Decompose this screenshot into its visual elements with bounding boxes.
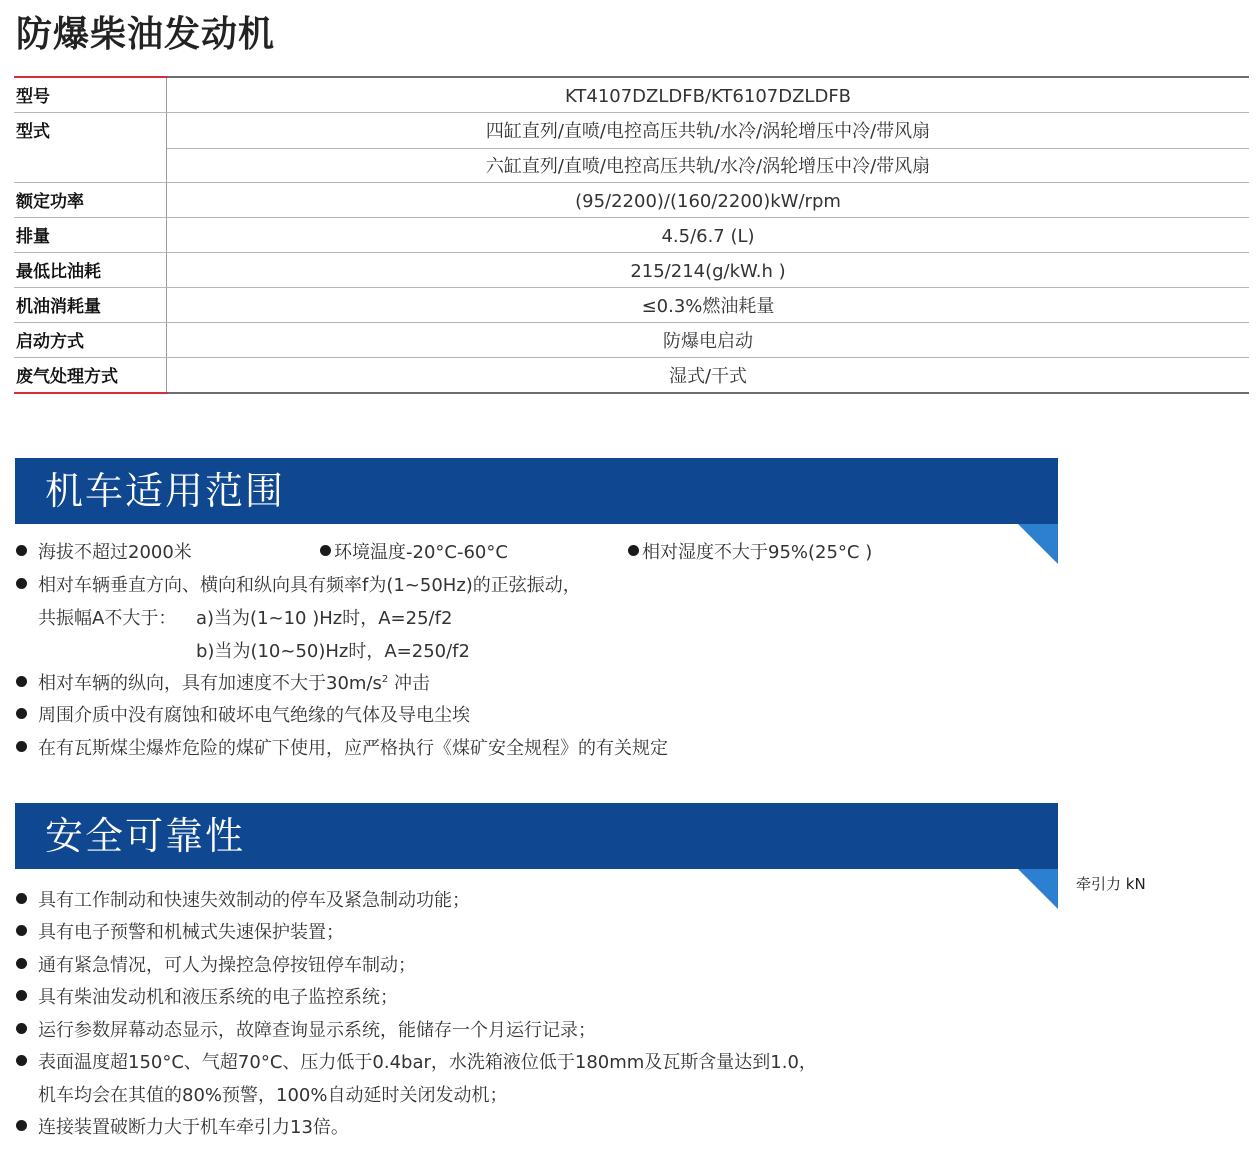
list-item: 相对湿度不大于95%(25°C ) (642, 542, 873, 563)
bullet-icon (16, 893, 27, 904)
list-item: 通有紧急情况，可人为操控急停按钮停车制动； (38, 955, 416, 976)
row-value-start-method: 防爆电启动 (663, 331, 753, 352)
table-row (14, 323, 1249, 358)
table-row (14, 78, 1249, 113)
list-item: 环境温度-20°C-60°C (334, 542, 508, 563)
list-item: 具有电子预警和机械式失速保护装置； (38, 922, 344, 943)
row-value-oil-consumption: ≤0.3%燃油耗量 (641, 296, 775, 317)
bullet-icon (16, 1023, 27, 1034)
row-label-oil-consumption: 机油消耗量 (16, 297, 101, 317)
bullet-icon (320, 545, 331, 556)
list-item: 连接装置破断力大于机车牵引力13倍。 (38, 1117, 349, 1138)
section-banner-locomotive (15, 458, 1058, 524)
table-row (14, 288, 1249, 323)
table-row (14, 358, 1249, 393)
amplitude-case-b: b)当为(10~50)Hz时，A=250/f2 (196, 641, 470, 662)
row-value-displacement: 4.5/6.7 (L) (661, 226, 755, 247)
row-label-fuel-consumption: 最低比油耗 (16, 262, 101, 282)
bullet-icon (628, 545, 639, 556)
row-value-type-4cyl: 四缸直列/直喷/电控高压共轨/水冷/涡轮增压中冷/带风扇 (485, 121, 931, 142)
bullet-icon (16, 708, 27, 719)
list-item: 具有柴油发动机和液压系统的电子监控系统； (38, 987, 398, 1008)
bullet-icon (16, 545, 27, 556)
section-banner-safety (15, 803, 1058, 869)
row-label-type: 型式 (16, 122, 50, 142)
bullet-icon (16, 958, 27, 969)
row-value-type-6cyl: 六缸直列/直喷/电控高压共轨/水冷/涡轮增压中冷/带风扇 (485, 156, 931, 177)
bullet-icon (16, 990, 27, 1001)
amplitude-label: 共振幅A不大于： (38, 608, 177, 629)
table-row (14, 113, 1249, 183)
row-value-model: KT4107DZLDFB/KT6107DZLDFB (564, 86, 852, 107)
banner-corner-accent (1018, 869, 1058, 909)
bullet-icon (16, 741, 27, 752)
table-row (14, 253, 1249, 288)
row-label-model: 型号 (16, 87, 50, 107)
table-bottom-rule (14, 392, 1249, 394)
list-item: 运行参数屏幕动态显示，故障查询显示系统，能储存一个月运行记录； (38, 1020, 596, 1041)
row-label-rated-power: 额定功率 (16, 192, 84, 212)
row-label-exhaust: 废气处理方式 (16, 367, 118, 387)
list-item: 相对车辆的纵向，具有加速度不大于$30m/s^2$ 冲击 (38, 673, 430, 694)
list-item: 具有工作制动和快速失效制动的停车及紧急制动功能； (38, 890, 470, 911)
table-row (14, 218, 1249, 253)
row-label-displacement: 排量 (16, 227, 50, 247)
bullet-icon (16, 578, 27, 589)
bullet-icon (16, 925, 27, 936)
row-label-start-method: 启动方式 (16, 332, 84, 352)
side-note: 牵引力 kN (1076, 875, 1146, 893)
section-title: 机车适用范围 (45, 469, 286, 513)
list-item: 相对车辆垂直方向、横向和纵向具有频率f为(1~50Hz)的正弦振动， (38, 575, 581, 596)
page-title: 防爆柴油发动机 (16, 14, 276, 55)
list-item: 表面温度超150°C、气超70°C、压力低于0.4bar，水洗箱液位低于180mm及瓦斯含量达到1.0， (38, 1052, 817, 1073)
bullet-icon (16, 1120, 27, 1131)
amplitude-case-a: a)当为(1~10 )Hz时，A=25/f2 (196, 608, 453, 629)
list-item-continuation: 机车均会在其值的80%预警，100%自动延时关闭发动机； (38, 1085, 508, 1106)
list-item: 在有瓦斯煤尘爆炸危险的煤矿下使用，应严格执行《煤矿安全规程》的有关规定 (38, 738, 668, 759)
list-item: 海拔不超过2000米 (38, 542, 192, 563)
table-row (14, 183, 1249, 218)
row-value-exhaust: 湿式/干式 (668, 366, 748, 387)
bullet-icon (16, 676, 27, 687)
row-value-rated-power: (95/2200)/(160/2200)kW/rpm (575, 191, 841, 212)
banner-corner-accent (1018, 524, 1058, 564)
row-value-fuel-consumption: 215/214(g/kW.h ) (630, 261, 786, 282)
list-item: 周围介质中没有腐蚀和破坏电气绝缘的气体及导电尘埃 (38, 705, 470, 726)
bullet-icon (16, 1055, 27, 1066)
section-title: 安全可靠性 (45, 814, 246, 858)
